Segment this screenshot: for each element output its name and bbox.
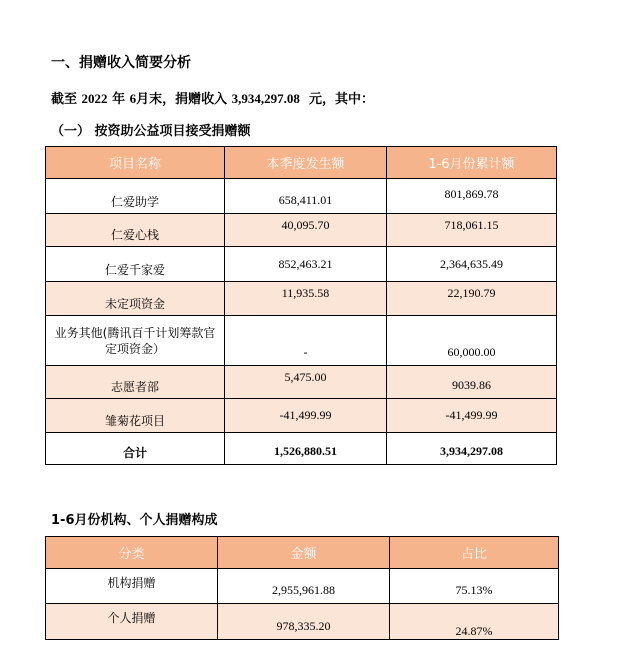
summary-month: 6	[129, 91, 137, 106]
row-ratio: 24.87%	[390, 604, 559, 640]
row-cumulative: 801,869.78	[387, 179, 557, 214]
summary-year-suffix: 年	[112, 92, 126, 107]
summary-amount: 3,934,297.08	[231, 91, 300, 106]
row-cumulative: -41,499.99	[387, 399, 557, 433]
row-name: 仁爱心栈	[46, 214, 225, 247]
table-row	[46, 399, 557, 433]
table-row	[46, 179, 557, 214]
summary-month-suffix: 月末，捐赠收入	[136, 92, 228, 107]
header-category: 分类	[46, 537, 218, 569]
summary-line	[51, 88, 374, 107]
table-row	[46, 569, 559, 604]
subsection-title-2: 1-6月份机构、个人捐赠构成	[51, 513, 218, 528]
row-quarter: -41,499.99	[225, 399, 387, 433]
row-ratio: 75.13%	[390, 569, 559, 604]
row-quarter: 658,411.01	[225, 179, 387, 214]
row-quarter: 852,463.21	[225, 247, 387, 282]
summary-year: 2022	[81, 91, 108, 106]
row-quarter: 40,095.70	[225, 214, 387, 247]
table-row	[46, 604, 559, 640]
header-amount: 金额	[218, 537, 390, 569]
summary-suffix: 元，其中：	[308, 92, 374, 107]
donor-composition-table	[45, 536, 559, 640]
row-amount: 978,335.20	[218, 604, 390, 640]
table-total-row	[46, 433, 557, 465]
row-cumulative: 2,364,635.49	[387, 247, 557, 282]
table-row	[46, 247, 557, 282]
total-label: 合计	[46, 433, 225, 465]
header-ratio: 占比	[390, 537, 559, 569]
row-name: 雏菊花项目	[46, 399, 225, 433]
table-header-row	[46, 147, 557, 179]
row-name: 仁爱助学	[46, 179, 225, 214]
row-name: 机构捐赠	[46, 569, 218, 604]
row-cumulative: 718,061.15	[387, 214, 557, 247]
row-quarter: 5,475.00	[225, 366, 387, 399]
subsection-title-1: （一） 按资助公益项目接受捐赠额	[51, 124, 251, 139]
project-donation-table	[45, 146, 557, 465]
row-cumulative: 22,190.79	[387, 282, 557, 316]
table-row	[46, 214, 557, 247]
total-quarter: 1,526,880.51	[225, 433, 387, 465]
row-name: 业务其他(腾讯百千计划筹款官定项资金）	[46, 316, 225, 366]
row-quarter: 11,935.58	[225, 282, 387, 316]
row-name: 未定项资金	[46, 282, 225, 316]
row-name: 志愿者部	[46, 366, 225, 399]
header-quarter-amount: 本季度发生额	[225, 147, 387, 179]
row-name: 个人捐赠	[46, 604, 218, 640]
row-amount: 2,955,961.88	[218, 569, 390, 604]
header-cumulative-amount: 1-6月份累计额	[387, 147, 557, 179]
summary-prefix: 截至	[51, 92, 78, 107]
table-row	[46, 282, 557, 316]
row-cumulative: 9039.86	[387, 366, 557, 399]
header-project-name: 项目名称	[46, 147, 225, 179]
row-cumulative: 60,000.00	[387, 316, 557, 366]
table-header-row	[46, 537, 559, 569]
table-row	[46, 366, 557, 399]
row-name: 仁爱千家爱	[46, 247, 225, 282]
section-title: 一、捐赠收入简要分析	[51, 55, 191, 71]
row-quarter: -	[225, 316, 387, 366]
table-row	[46, 316, 557, 366]
total-cumulative: 3,934,297.08	[387, 433, 557, 465]
